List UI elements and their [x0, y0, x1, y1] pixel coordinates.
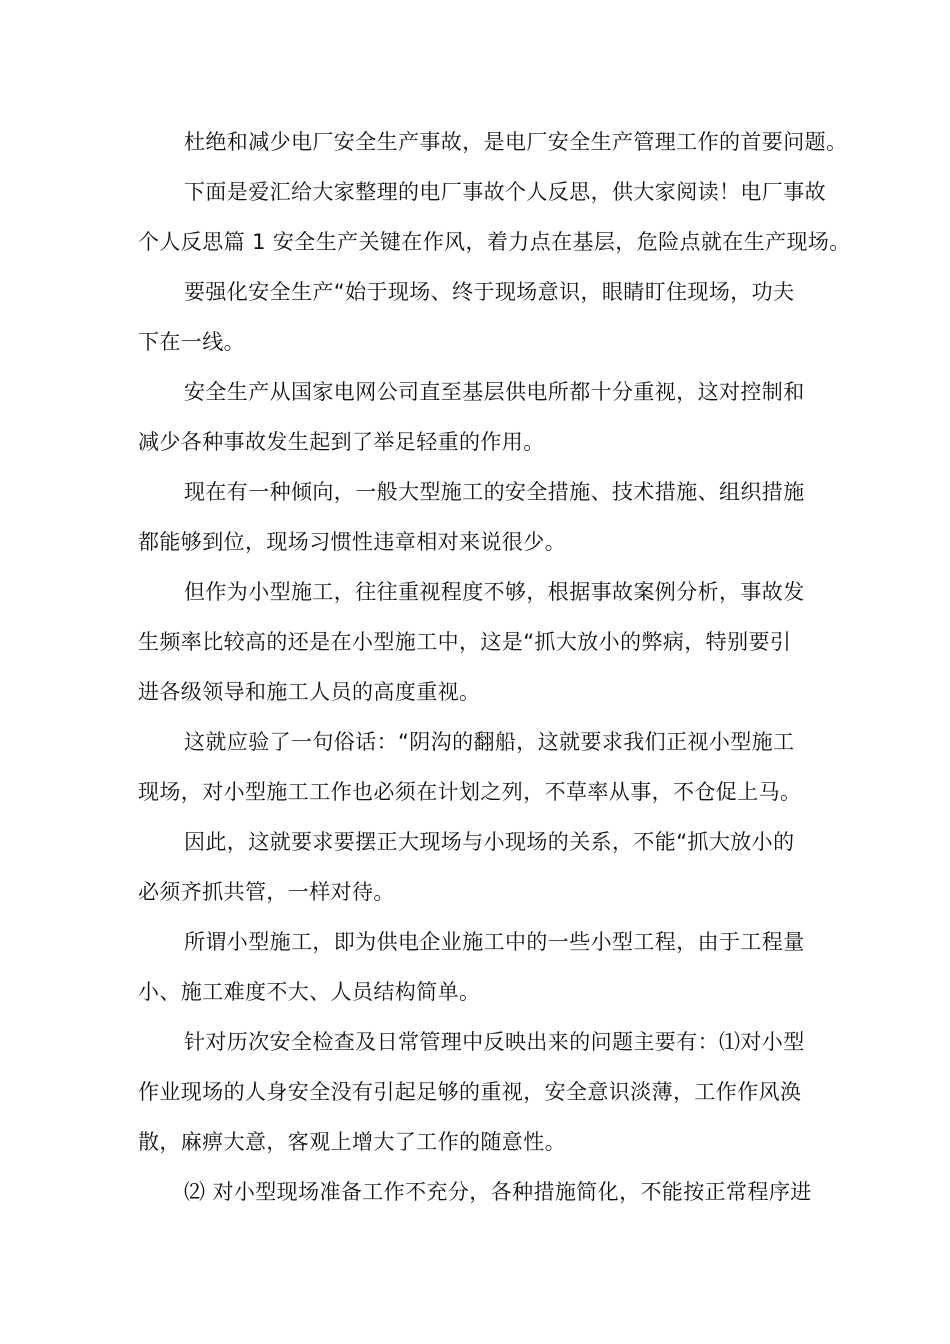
- text-line: 所谓小型施工，即为供电企业施工中的一些小型工程，由于工程量: [184, 930, 805, 954]
- text-line: ⑵ 对小型现场准备工作不充分，各种措施简化，不能按正常程序进: [184, 1180, 812, 1204]
- text-line: 这就应验了一句俗话：“阴沟的翻船，这就要求我们正视小型施工: [184, 730, 795, 754]
- text-line: 下面是爱汇给大家整理的电厂事故个人反思，供大家阅读！电厂事故: [184, 180, 826, 204]
- text-line: 现在有一种倾向，一般大型施工的安全措施、技术措施、组织措施: [184, 480, 805, 504]
- text-line: 都能够到位，现场习惯性违章相对来说很少。: [138, 530, 566, 554]
- text-line: 针对历次安全检查及日常管理中反映出来的问题主要有：⑴对小型: [184, 1030, 805, 1054]
- text-line: 要强化安全生产“始于现场、终于现场意识，眼睛盯住现场，功夫: [184, 280, 795, 304]
- text-line: 因此，这就要求要摆正大现场与小现场的关系，不能“抓大放小的: [184, 830, 795, 854]
- text-line: 但作为小型施工，往往重视程度不够，根据事故案例分析，事故发: [184, 580, 805, 604]
- text-line: 进各级领导和施工人员的高度重视。: [138, 680, 481, 704]
- document-body: [138, 117, 851, 1217]
- text-line: 个人反思篇 1 安全生产关键在作风，着力点在基层，危险点就在生产现场。: [138, 230, 851, 254]
- text-line: 小、施工难度不大、人员结构简单。: [138, 980, 481, 1004]
- text-line: 生频率比较高的还是在小型施工中，这是“抓大放小的弊病，特别要引: [138, 630, 792, 654]
- text-line: 作业现场的人身安全没有引起足够的重视，安全意识淡薄，工作作风涣: [138, 1080, 802, 1104]
- text-line: 散，麻痹大意，客观上增大了工作的随意性。: [138, 1130, 566, 1154]
- text-line: 减少各种事故发生起到了举足轻重的作用。: [138, 430, 545, 454]
- text-line: 下在一线。: [138, 330, 245, 354]
- text-line: 杜绝和减少电厂安全生产事故，是电厂安全生产管理工作的首要问题。: [184, 130, 848, 154]
- text-line: 必须齐抓共管，一样对待。: [138, 880, 395, 904]
- text-line: 安全生产从国家电网公司直至基层供电所都十分重视，这对控制和: [184, 380, 805, 404]
- text-line: 现场，对小型施工工作也必须在计划之列，不草率从事，不仓促上马。: [138, 780, 802, 804]
